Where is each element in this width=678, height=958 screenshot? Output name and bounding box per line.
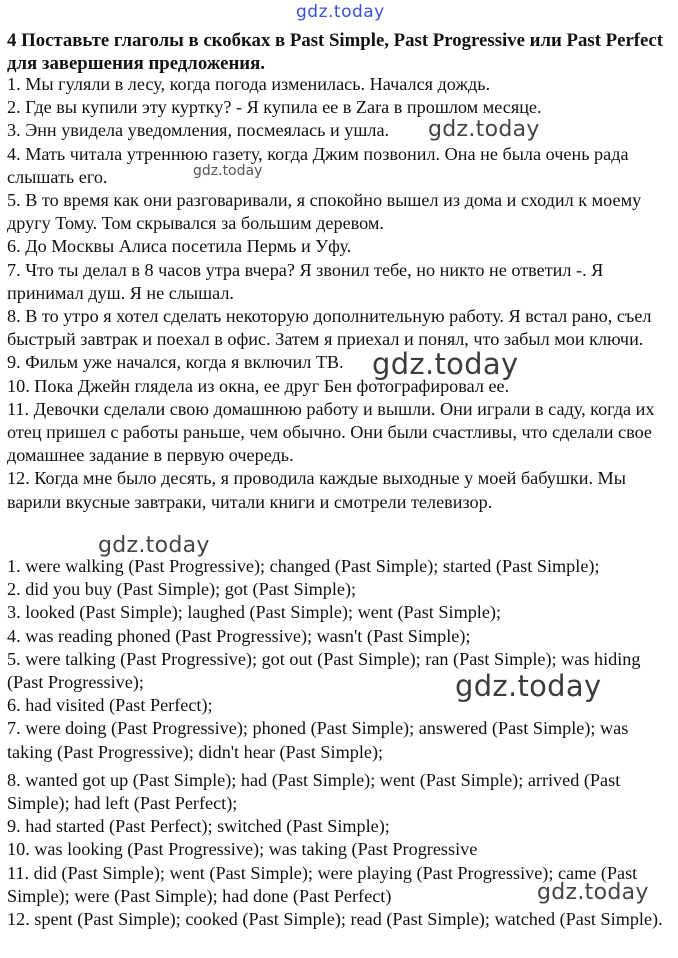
sentence-5: 5. В то время как они разговаривали, я спокойно вышел из дома и сходил к моему другу Тому. Том скрывался за большим деревом. [7,190,642,234]
answer-11: 11. did (Past Simple); went (Past Simple); were playing (Past Progressive); came (Past Simple); were (Past Simple); had done (Past Perfect) [7,862,638,906]
answer-8: 8. wanted got up (Past Simple); had (Past Simple); went (Past Simple); arrived (Past Simple); had left (Past Perfect); [7,769,621,814]
sentence-12: 12. Когда мне было десять, я проводила каждые выходные у моей бабушки. Мы варили вкусные завтраки, читали книги и смотрели телевизор. [7,468,626,512]
sentence-7: 7. Что ты делал в 8 часов утра вчера? Я звонил тебе, но никто не ответил -. Я принимал душ. Я не слышал. [7,259,604,303]
watermark-mid-3: gdz.today [537,880,649,905]
answer-10: 10. was looking (Past Progressive); was taking (Past Progressive [7,839,478,860]
answer-7: 7. were doing (Past Progressive); phoned (Past Simple); answered (Past Simple); was taking (Past Progressive); didn't hear (Past Simple); [7,718,629,762]
answer-3: 3. looked (Past Simple); laughed (Past Simple); went (Past Simple); [7,602,502,623]
watermark-mid-1: gdz.today [428,117,540,142]
watermark-small-1: gdz.today [193,163,263,179]
watermark-big-2: gdz.today [455,669,602,703]
sentence-3: 3. Энн увидела уведомления, посмеялась и ушла. [7,120,390,141]
exercise-heading: 4 Поставьте глаголы в скобках в Past Simple, Past Progressive или Past Perfect для завершения предложения. [7,30,663,74]
answer-5: 5. were talking (Past Progressive); got out (Past Simple); ran (Past Simple); was hiding (Past Progressive); [7,648,641,693]
sentence-9: 9. Фильм уже начался, когда я включил ТВ. [7,352,344,373]
answer-9: 9. had started (Past Perfect); switched (Past Simple); [7,816,390,837]
watermark-top: gdz.today [296,2,385,22]
sentence-4: 4. Мать читала утреннюю газету, когда Джим позвонил. Она не была очень рада слышать его. [7,143,629,187]
sentence-2: 2. Где вы купили эту куртку? - Я купила ее в Zara в прошлом месяце. [7,97,542,118]
answer-12: 12. spent (Past Simple); cooked (Past Simple); read (Past Simple); watched (Past Simple). [7,909,663,930]
sentence-8: 8. В то утро я хотел сделать некоторую дополнительную работу. Я встал рано, съел быстрый завтрак и поехал в офис. Затем я приехал и понял, что забыл мои ключи. [7,306,652,350]
sentence-list [7,73,671,514]
answer-2: 2. did you buy (Past Simple); got (Past Simple); [7,579,357,600]
answer-6: 6. had visited (Past Perfect); [7,695,213,716]
answer-list [7,555,671,931]
sentence-6: 6. До Москвы Алиса посетила Пермь и Уфу. [7,236,352,257]
watermark-big-1: gdz.today [372,347,519,381]
sentence-1: 1. Мы гуляли в лесу, когда погода изменилась. Начался дождь. [7,74,491,94]
sentence-11: 11. Девочки сделали свою домашнюю работу и вышли. Они играли в саду, когда их отец пришел с работы раньше, чем обычно. Они были счастливы, что сделали свое домашнее задание в первую очередь. [7,398,655,466]
sentence-10: 10. Пока Джейн глядела из окна, ее друг Бен фотографировал ее. [7,375,510,396]
answer-4: 4. was reading phoned (Past Progressive); wasn't (Past Simple); [7,625,471,646]
watermark-mid-2: gdz.today [98,533,210,558]
answer-1: 1. were walking (Past Progressive); changed (Past Simple); started (Past Simple); [7,556,600,576]
